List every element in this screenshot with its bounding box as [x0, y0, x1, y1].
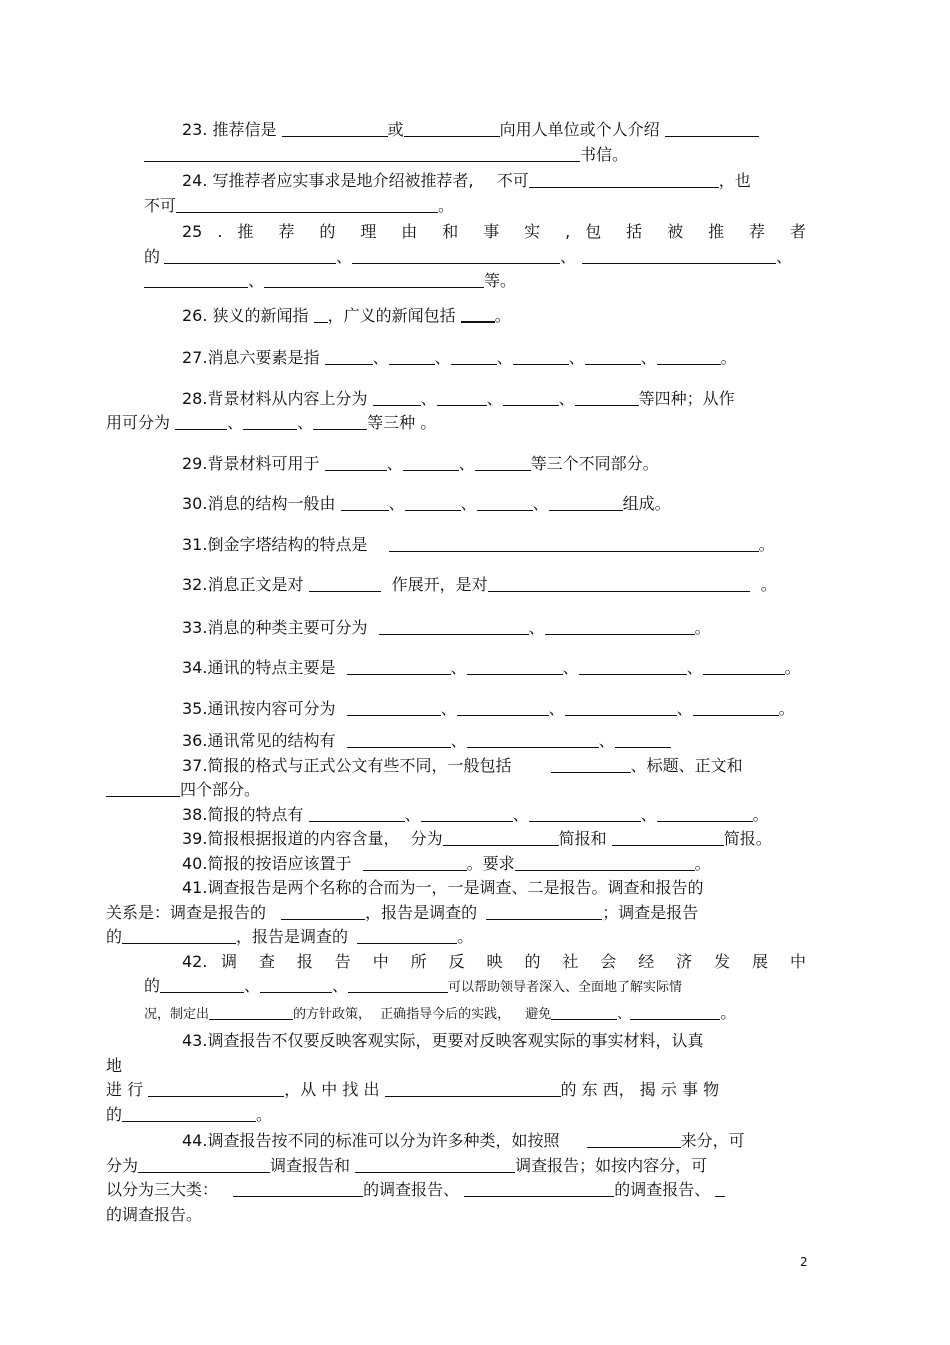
- blank[interactable]: [325, 348, 373, 365]
- blank[interactable]: [551, 756, 631, 773]
- blank[interactable]: [515, 854, 695, 871]
- blank[interactable]: [264, 271, 484, 288]
- blank[interactable]: [475, 454, 531, 471]
- blank[interactable]: [313, 413, 367, 430]
- blank[interactable]: [575, 389, 639, 406]
- blank[interactable]: [309, 805, 405, 822]
- question-26: 26. 狭义的新闻指 ，广义的新闻包括 。: [182, 305, 511, 325]
- blank[interactable]: [363, 854, 467, 871]
- blank[interactable]: [443, 829, 559, 846]
- blank[interactable]: [457, 699, 549, 716]
- blank[interactable]: [545, 618, 695, 635]
- blank[interactable]: [355, 1156, 515, 1173]
- blank[interactable]: [693, 699, 779, 716]
- blank[interactable]: [148, 1080, 284, 1097]
- question-41: 41.调查报告是两个名称的合而为一，一是调查、二是报告。调查和报告的 关系是：调查是报告的 ，报告是调查的 ；调查是报告 的 ，报告是调查的 。: [106, 878, 704, 946]
- blank[interactable]: [477, 494, 533, 511]
- blank[interactable]: [233, 1180, 363, 1197]
- blank[interactable]: [385, 1080, 561, 1097]
- blank[interactable]: [579, 658, 687, 675]
- blank[interactable]: [209, 1003, 293, 1020]
- blank[interactable]: [437, 389, 487, 406]
- blank[interactable]: [615, 731, 671, 748]
- blank[interactable]: [347, 699, 441, 716]
- question-30: 30.消息的结构一般由 、 、 、 组成。: [182, 494, 671, 513]
- page-number: 2: [800, 1255, 808, 1269]
- question-34: 34.通讯的特点主要是 、 、 、 。: [182, 658, 801, 677]
- blank[interactable]: [347, 658, 451, 675]
- blank[interactable]: [451, 348, 497, 365]
- blank[interactable]: [405, 494, 461, 511]
- blank[interactable]: [389, 535, 759, 552]
- question-35: 35.通讯按内容可分为 、 、 、 。: [182, 698, 795, 718]
- question-28: 28.背景材料从内容上分为 、 、 、 等四种；从作 用可分为 、 、 等三种 。: [106, 388, 735, 432]
- blank[interactable]: [138, 1156, 270, 1173]
- blank[interactable]: [657, 348, 721, 365]
- blank[interactable]: [122, 927, 236, 944]
- question-43: 43.调查报告不仅要反映客观实际，更要对反映客观实际的事实材料，认真 地 进 行 ，从 中 找 出 的 东 西， 揭 示 事 物 的 。: [106, 1031, 720, 1124]
- question-24: 24. 写推荐者应实事求是地介绍被推荐者, 不可 ，也 不可 。: [144, 171, 751, 215]
- question-38: 38.简报的特点有 、 、 、 。: [182, 804, 769, 824]
- blank[interactable]: [175, 413, 227, 430]
- blank[interactable]: [341, 494, 389, 511]
- blank[interactable]: [122, 1105, 256, 1122]
- blank[interactable]: [585, 348, 641, 365]
- blank[interactable]: [281, 903, 365, 920]
- worksheet: [106, 112, 806, 1227]
- blank[interactable]: [582, 247, 776, 264]
- blank[interactable]: [352, 247, 560, 264]
- question-32: 32.消息正文是对 作展开，是对 。: [182, 575, 777, 594]
- blank[interactable]: [461, 305, 495, 323]
- blank[interactable]: [486, 903, 602, 920]
- blank[interactable]: [379, 618, 529, 635]
- blank[interactable]: [587, 1131, 681, 1148]
- question-29: 29.背景材料可用于 、 、 等三个不同部分。: [182, 453, 659, 473]
- blank[interactable]: [144, 145, 580, 162]
- blank[interactable]: [243, 413, 297, 430]
- blank[interactable]: [464, 1180, 614, 1197]
- blank[interactable]: [503, 389, 559, 406]
- question-31: 31.倒金字塔结构的特点是 。: [182, 534, 775, 554]
- blank[interactable]: [160, 976, 244, 993]
- blank[interactable]: [513, 348, 569, 365]
- blank[interactable]: [630, 1003, 720, 1020]
- question-23: 23. 推荐信是 或 向用人单位或个人介绍 书信。: [144, 118, 806, 167]
- blank[interactable]: [612, 829, 724, 846]
- blank[interactable]: [357, 927, 457, 944]
- blank[interactable]: [421, 805, 513, 822]
- blank[interactable]: [529, 805, 641, 822]
- question-27: 27.消息六要素是指 、 、 、 、 、 。: [182, 348, 737, 367]
- question-25: 25 . 推 荐 的 理 由 和 事 实 , 包 括 被 推 荐 者 的 、 、 、 、 等。: [144, 222, 806, 290]
- blank[interactable]: [488, 575, 750, 592]
- blank[interactable]: [325, 454, 387, 471]
- blank[interactable]: [467, 658, 563, 675]
- blank[interactable]: [282, 120, 388, 137]
- question-44: 44.调查报告按不同的标准可以分为许多种类，如按照 来分，可 分为 调查报告和 调查报告；如按内容分，可 以分为三大类： 的调查报告、 的调查报告、 的调查报告。: [106, 1131, 745, 1224]
- question-40: 40.简报的按语应该置于 。要求 。: [182, 853, 711, 873]
- blank[interactable]: [106, 780, 180, 797]
- question-36: 36.通讯常见的结构有 、 、: [144, 729, 806, 754]
- blank[interactable]: [529, 171, 719, 188]
- blank[interactable]: [551, 1003, 617, 1020]
- blank[interactable]: [549, 494, 623, 511]
- blank[interactable]: [314, 306, 328, 323]
- blank[interactable]: [404, 120, 500, 137]
- blank[interactable]: [347, 731, 451, 748]
- question-33: 33.消息的种类主要可分为 、 。: [182, 617, 711, 637]
- blank[interactable]: [164, 247, 336, 264]
- question-39: 39.简报根据报道的内容含量， 分为 简报和 简报。: [182, 829, 772, 848]
- blank[interactable]: [403, 454, 459, 471]
- blank[interactable]: [309, 575, 381, 592]
- blank[interactable]: [348, 976, 448, 993]
- blank[interactable]: [715, 1180, 725, 1197]
- blank[interactable]: [467, 731, 599, 748]
- blank[interactable]: [176, 196, 438, 213]
- blank[interactable]: [657, 805, 753, 822]
- blank[interactable]: [373, 389, 421, 406]
- question-42: 42. 调 查 报 告 中 所 反 映 的 社 会 经 济 发 展 中 的 、 、 可以帮助领导者深入、全面地了解实际情 况，制定出 的方针政策， 正确指导今后的实践， 避免 、 。: [144, 951, 806, 1022]
- blank[interactable]: [389, 348, 435, 365]
- blank[interactable]: [144, 271, 248, 288]
- blank[interactable]: [665, 120, 759, 137]
- blank[interactable]: [703, 658, 785, 675]
- question-37: 37.简报的格式与正式公文有些不同，一般包括 、标题、正文和 四个部分。: [144, 754, 806, 803]
- blank[interactable]: [260, 976, 332, 993]
- blank[interactable]: [565, 699, 677, 716]
